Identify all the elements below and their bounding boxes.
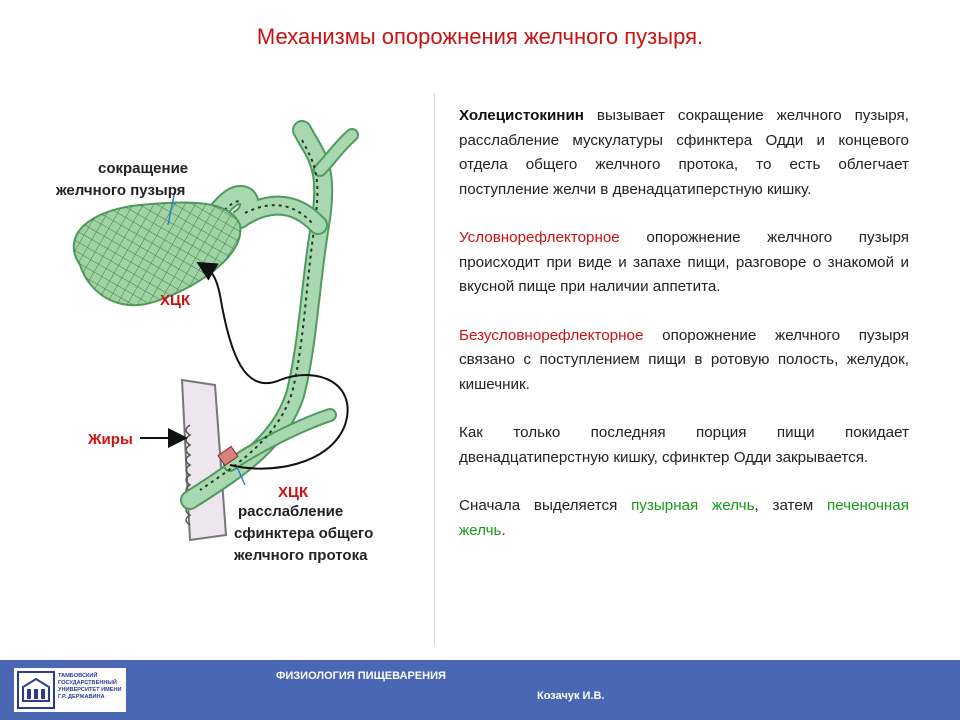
label-fats: Жиры (88, 431, 133, 448)
label-contraction-1: сокращение (98, 160, 189, 177)
author-name: Козачук И.В. (537, 690, 605, 702)
explanation-text (459, 104, 909, 567)
label-contraction-2: желчного пузыря (56, 182, 186, 199)
university-emblem-icon (17, 671, 55, 709)
gallbladder-diagram (40, 95, 420, 600)
column-divider (434, 93, 435, 645)
paragraph-conditioned-reflex: Условнорефлекторное опорожнение желчного пузыря происходит при виде и запахе пищи, разговоре о знакомой и вкусной пище при наличии аппетита. (459, 229, 909, 295)
footer-bar (0, 660, 960, 720)
course-name: ФИЗИОЛОГИЯ ПИЩЕВАРЕНИЯ (276, 670, 446, 682)
paragraph-bile-order: Сначала выделяется пузырная желчь, затем печеночная желчь. (459, 497, 909, 539)
label-relaxation-2: сфинктера общего (234, 525, 374, 542)
label-hck-bottom: ХЦК (278, 484, 309, 501)
slide-title: Механизмы опорожнения желчного пузыря. (256, 24, 704, 49)
paragraph-sphincter-closes: Как только последняя порция пищи покидает двенадцатиперстную кишку, сфинктер Одди закрывается. (459, 424, 909, 466)
label-relaxation-1: расслабление (238, 503, 344, 520)
university-logo (14, 668, 126, 712)
label-relaxation-3: желчного протока (234, 547, 368, 564)
paragraph-cholecystokinin: Холецистокинин вызывает сокращение желчного пузыря, расслабление мускулатуры сфинктера Одди и концевого отдела общего желчного протока, то есть облегчает поступление желчи в двенадцатиперстную кишку. (459, 107, 909, 198)
university-name: ТАМБОВСКИЙ ГОСУДАРСТВЕННЫЙ УНИВЕРСИТЕТ ИМЕНИ Г.Р. ДЕРЖАВИНА (58, 673, 122, 700)
paragraph-unconditioned-reflex: Безусловнорефлекторное опорожнение желчного пузыря связано с поступлением пищи в ротовую полость, желудок, кишечник. (459, 326, 909, 393)
label-hck-top: ХЦК (160, 292, 191, 309)
